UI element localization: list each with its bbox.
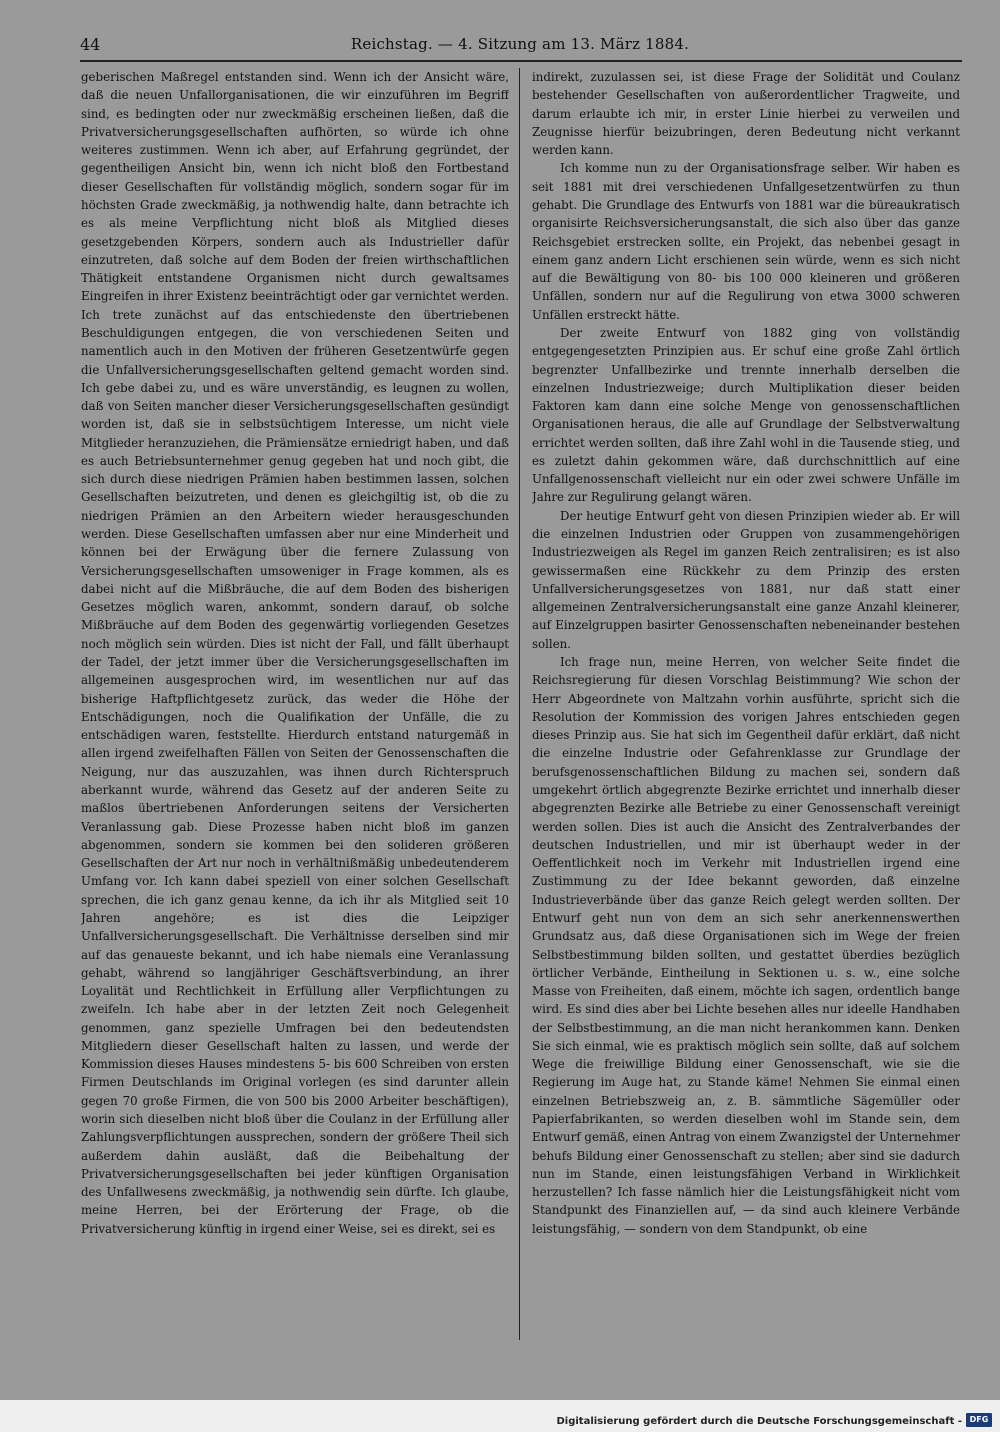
page-header xyxy=(80,33,960,57)
left-paragraph-1: geberischen Maßregel entstanden sind. Wenn ich der Ansicht wäre, daß die neuen Unfallorganisationen, die wir einzuführen im Begriff sind, es bedingten oder nur zweckmäßig erscheinen ließen, daß die Privatversicherungsgesellschaften aufhörten, so würde ich ohne weiteres zustimmen. Wenn ich aber, auf Erfahrung gegründet, der gegentheiligen Ansicht bin, wenn ich nicht bloß den Fortbestand dieser Gesellschaften für vollständig möglich, sondern sogar für im höchsten Grade zweckmäßig, ja nothwendig halte, dann betrachte ich es als meine Verpflichtung nicht bloß als Mitglied dieses gesetzgebenden Körpers, sondern auch als Industrieller dafür einzutreten, daß solche auf dem Boden der freien wirthschaftlichen Thätigkeit entstandene Organismen nicht durch gewaltsames Eingreifen in ihrer Existenz beeinträchtigt oder gar vernichtet werden. Ich trete zunächst auf das entschiedenste den übertriebenen Beschuldigungen entgegen, die von verschiedenen Seiten und namentlich auch in den Motiven der früheren Gesetzentwürfe gegen die Unfallversicherungsgesellschaften geltend gemacht worden sind. Ich gebe dabei zu, und es wäre unverständig, es leugnen zu wollen, daß von Seiten mancher dieser Versicherungsgesellschaften gesündigt worden ist, daß sie in selbstsüchtigem Interesse, um nicht viele Mitglieder heranzuziehen, die Prämiensätze erniedrigt haben, und daß es auch Betriebsunternehmer genug gegeben hat und noch gibt, die sich durch diese niedrigen Prämien haben bestimmen lassen, solchen Gesellschaften beizutreten, und denen es gleichgiltig ist, ob die zu niedrigen Prämien an den Arbeitern wieder herausgeschunden werden. Diese Gesellschaften umfassen aber nur eine Minderheit und können bei der Erwägung über die fernere Zulassung von Versicherungsgesellschaften umsoweniger in Frage kommen, als es dabei nicht auf die Mißbräuche, die auf dem Boden des bisherigen Gesetzes möglich waren, ankommt, sondern darauf, ob solche Mißbräuche auf dem Boden des gegenwärtig vorliegenden Gesetzes noch möglich sein würden. Dies ist nicht der Fall, und fällt überhaupt der Tadel, der jetzt immer über die Versicherungsgesellschaften im allgemeinen ausgesprochen wird, im wesentlichen nur auf das bisherige Haftpflichtgesetz zurück, das weder die Höhe der Entschädigungen, noch die Qualifikation der Unfälle, die zu entschädigen waren, feststellte. Hierdurch entstand naturgemäß in allen irgend zweifelhaften Fällen von Seiten der Genossenschaften die Neigung, nur das auszuzahlen, was ihnen durch Richterspruch aberkannt wurde, während das Gesetz auf der anderen Seite zu maßlos übertriebenen Anforderungen seitens der Versicherten Veranlassung gab. Diese Prozesse haben nicht bloß im ganzen abgenommen, sondern sie kommen bei den solideren größeren Gesellschaften der Art nur noch in verhältnißmäßig unbedeutenderem Umfang vor. Ich kann dabei speziell von einer solchen Gesellschaft sprechen, die ich ganz genau kenne, da ich ihr als Mitglied seit 10 Jahren angehöre; es ist dies die Leipziger Unfallversicherungsgesellschaft. Die Verhältnisse derselben sind mir auf das genaueste bekannt, und ich habe niemals eine Veranlassung gehabt, während so langjähriger Geschäftsverbindung, an ihrer Loyalität und Rechtlichkeit in Erfüllung aller Verpflichtungen zu zweifeln. Ich habe aber in der letzten Zeit noch Gelegenheit genommen, ganz spezielle Umfragen bei den bedeutendsten Mitgliedern dieser Gesellschaft halten zu lassen, und werde der Kommission dieses Hauses mindestens 5- bis 600 Schreiben von ersten Firmen Deutschlands im Original vorlegen (es sind darunter allein gegen 70 große Firmen, die von 500 bis 2000 Arbeiter beschäftigen), worin sich dieselben nicht bloß über die Coulanz in der Erfüllung aller Zahlungsverpflichtungen aussprechen, sondern der größere Theil sich außerdem dahin ausläßt, daß die Beibehaltung der Privatversicherungsgesellschaften bei jeder künftigen Organisation des Unfallwesens zweckmäßig, ja nothwendig sein dürfte. Ich glaube, meine Herren, bei der Erörterung der Frage, ob die Privatversicherung künftig in irgend einer Weise, sei es direkt, sei es xyxy=(81,70,509,1236)
right-paragraph-3: Der zweite Entwurf von 1882 ging von vollständig entgegengesetzten Prinzipien aus. Er schuf eine große Zahl örtlich begrenzter Unfallbezirke und trennte innerhalb derselben die einzelnen Industriezweige; durch Multiplikation dieser beiden Faktoren kam dann eine solche Menge von genossenschaftlichen Organisationen heraus, die alle auf Grundlage der Selbstverwaltung errichtet werden sollten, daß ihre Zahl wohl in die Tausende stieg, und es zuletzt dahin gekommen wäre, daß durchschnittlich auf eine Unfallgenossenschaft vielleicht nur ein oder zwei schwere Unfälle im Jahre zur Regulirung gelangt wären. xyxy=(532,325,960,505)
page-number: 44 xyxy=(80,35,101,54)
column-divider xyxy=(519,68,520,1340)
left-column xyxy=(81,68,509,1368)
header-rule xyxy=(80,60,962,62)
right-paragraph-5: Ich frage nun, meine Herren, von welcher Seite findet die Reichsregierung für diesen Vorschlag Beistimmung? Wie schon der Herr Abgeordnete von Maltzahn vorhin ausführte, spricht sich die Resolution der Kommission des vorigen Jahres entschieden gegen dieses Prinzip aus. Sie hat sich im Gegentheil dafür erklärt, daß nicht die einzelne Industrie oder Gefahrenklasse zur Grundlage der berufsgenossenschaftlichen Bildung zu machen sei, sondern daß umgekehrt örtlich abgegrenzte Bezirke errichtet und innerhalb dieser abgegrenzten Bezirke alle Betriebe zu einer Genossenschaft vereinigt werden sollen. Dies ist auch die Ansicht des Zentralverbandes der deutschen Industriellen, und mir ist überhaupt weder in der Oeffentlichkeit noch im Verkehr mit Industriellen irgend eine Zustimmung zu der Idee bekannt geworden, daß einzelne Industrieverbände über das ganze Reich gelegt werden sollten. Der Entwurf geht nun von dem an sich sehr anerkennenswerthen Grundsatz aus, daß diese Organisationen sich im Wege der freien Selbstbestimmung bilden sollten, und gestattet überdies bezüglich örtlicher Verbände, Eintheilung in Sektionen u. s. w., eine solche Masse von Freiheiten, daß einem, möchte ich sagen, ordentlich bange wird. Es sind dies aber bei Lichte besehen alles nur ideelle Handhaben der Selbstbestimmung, an die man nicht herankommen kann. Denken Sie sich einmal, wie es praktisch möglich sein sollte, daß auf solchem Wege die freiwillige Bildung einer Genossenschaft, wie sie die Regierung im Auge hat, zu Stande käme! Nehmen Sie einmal einen einzelnen Betriebszweig an, z. B. sämmtliche Sägemüller oder Papierfabrikanten, so werden dieselben wohl im Stande sein, dem Entwurf gemäß, einen Antrag von einem Zwanzigstel der Unternehmer behufs Bildung einer Genossenschaft zu stellen; aber sind sie dadurch nun im Stande, einen leistungsfähigen Verband in Wirklichkeit herzustellen? Ich fasse nämlich hier die Leistungsfähigkeit nicht vom Standpunkt des Finanziellen auf, — da sind auch kleinere Verbände leistungsfähig, — sondern von dem Standpunkt, ob eine xyxy=(532,655,960,1236)
right-column xyxy=(532,68,960,1368)
right-paragraph-4: Der heutige Entwurf geht von diesen Prinzipien wieder ab. Er will die einzelnen Industrien oder Gruppen von zusammengehörigen Industriezweigen als Regel im ganzen Reich zentralisiren; es ist also gewissermaßen eine Rückkehr zu dem Prinzip des ersten Unfallversicherungsgesetzes von 1881, nur daß statt einer allgemeinen Zentralversicherungsanstalt eine ganze Anzahl kleinerer, auf Einzelgruppen basirter Genossenschaften nebeneinander bestehen sollen. xyxy=(532,508,960,651)
right-paragraph-2: Ich komme nun zu der Organisationsfrage selber. Wir haben es seit 1881 mit drei verschiedenen Unfallgesetzentwürfen zu thun gehabt. Die Grundlage des Entwurfs von 1881 war die büreaukratisch organisirte Reichsversicherungsanstalt, die sich also über das ganze Reichsgebiet erstrecken sollte, ein Projekt, das nebenbei gesagt in einem ganz andern Licht erschienen sein würde, wenn es sich nicht auf die Bewältigung von 80- bis 100 000 kleineren und größeren Unfällen, sondern nur auf die Regulirung von etwa 3000 schweren Unfällen erstreckt hätte. xyxy=(532,161,960,322)
right-paragraph-1: indirekt, zuzulassen sei, ist diese Frage der Solidität und Coulanz bestehender Gesellschaften von außerordentlicher Tragweite, und darum erlaubte ich mir, in erster Linie hierbei zu verweilen und Zeugnisse hierfür beizubringen, deren Bedeutung nicht verkannt werden kann. xyxy=(532,70,960,158)
dfg-logo: DFG xyxy=(966,1413,992,1427)
digitization-credit: Digitalisierung gefördert durch die Deutsche Forschungsgemeinschaft - xyxy=(556,1416,962,1427)
running-title: Reichstag. — 4. Sitzung am 13. März 1884. xyxy=(350,35,690,53)
